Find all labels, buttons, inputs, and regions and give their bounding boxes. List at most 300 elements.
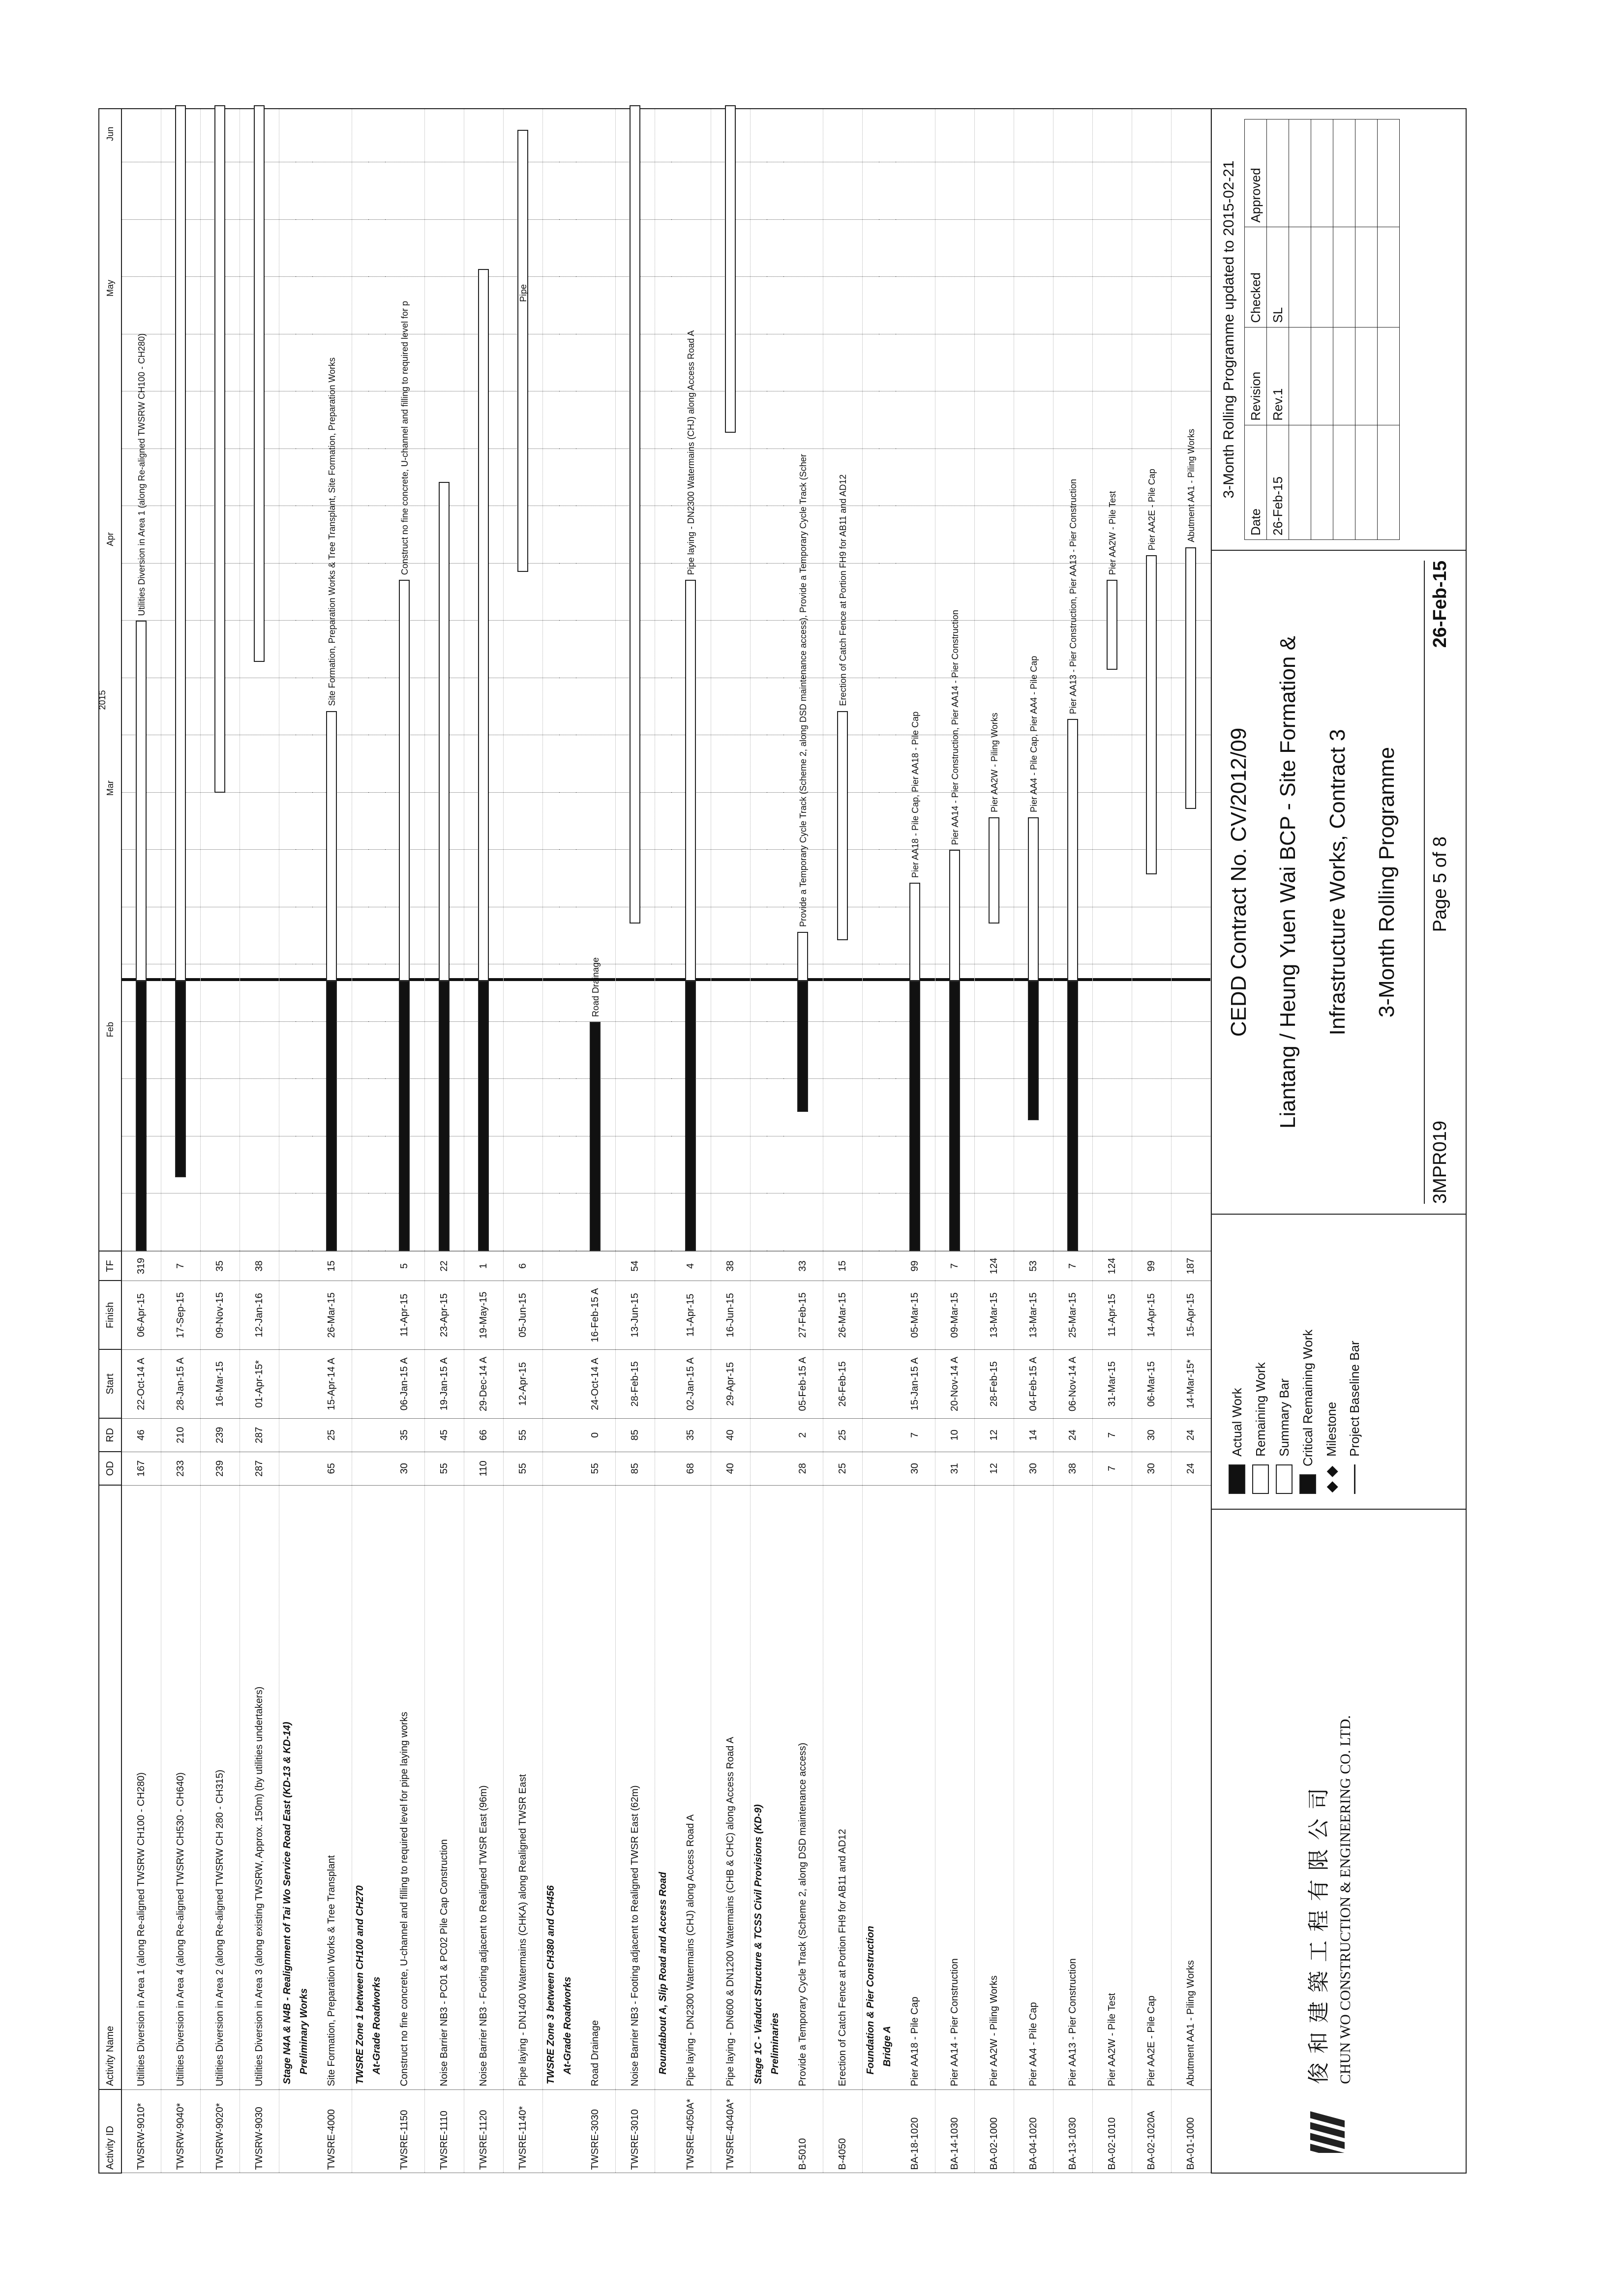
wbs-group-row[interactable]	[542, 109, 559, 2173]
cell-finish: 14-Apr-15	[1132, 1281, 1171, 1349]
gantt-cell	[879, 109, 896, 1251]
actual-work-bar[interactable]	[685, 981, 696, 1251]
cell-id: BA-13-1030	[1053, 2089, 1092, 2173]
wbs-group-row[interactable]	[767, 109, 783, 2173]
cell-rd: 2	[783, 1418, 823, 1452]
actual-work-bar[interactable]	[478, 981, 489, 1251]
remaining-work-bar[interactable]	[797, 932, 808, 981]
cell-od: 24	[1171, 1452, 1210, 1485]
cell-id: TWSRE-1110	[424, 2089, 464, 2173]
cell-od: 239	[200, 1452, 240, 1485]
page-number: Page 5 of 8	[1430, 836, 1450, 932]
activity-row[interactable]	[615, 109, 655, 2173]
data-date-line	[823, 978, 862, 981]
legend-summary: Summary Bar	[1276, 1229, 1293, 1494]
diamond-icon: ◆ ◆	[1323, 1465, 1340, 1493]
cell-id: TWSRE-4000	[312, 2089, 352, 2173]
gantt-cell	[200, 109, 240, 1251]
month-label-jun: Jun	[105, 126, 115, 141]
month-label-mar: Mar	[105, 780, 115, 796]
cell-od: 110	[464, 1452, 503, 1485]
cell-tf: 7	[161, 1251, 200, 1281]
cell-id: TWSRE-1120	[464, 2089, 503, 2173]
activity-row[interactable]	[711, 109, 750, 2173]
cell-tf: 124	[1092, 1251, 1132, 1281]
cell-start: 26-Feb-15	[823, 1349, 862, 1418]
cell-id: TWSRE-4040A*	[711, 2089, 750, 2173]
doc-ref: 3MPR019	[1430, 1121, 1450, 1204]
gantt-table	[98, 108, 1211, 2174]
gantt-cell	[767, 109, 783, 1251]
cell-rd: 55	[503, 1418, 542, 1452]
cell-od: 12	[974, 1452, 1014, 1485]
cell-name: TWSRE Zone 3 between CH380 and CH456	[542, 1485, 559, 2089]
cell-name: Foundation & Pier Construction	[862, 1485, 879, 2089]
activity-row[interactable]	[576, 109, 615, 2173]
cell-rd: 30	[1132, 1418, 1171, 1452]
cell-id: BA-18-1020	[896, 2089, 935, 2173]
bar-label: Road Drainage	[591, 957, 601, 1017]
col-finish: Finish	[99, 1281, 121, 1349]
cell-finish: 09-Nov-15	[200, 1281, 240, 1349]
gantt-cell	[1092, 109, 1132, 1251]
cell-name: Pier AA2W - Piling Works	[974, 1485, 1014, 2089]
cell-od: 233	[161, 1452, 200, 1485]
bar-label: Abutment AA1 - Piling Works	[1186, 428, 1196, 542]
cell-rd: 45	[424, 1418, 464, 1452]
cell-finish: 17-Sep-15	[161, 1281, 200, 1349]
remaining-work-bar[interactable]	[837, 711, 848, 940]
cell-id: BA-02-1020A	[1132, 2089, 1171, 2173]
cell-name: Preliminary Works	[296, 1485, 312, 2089]
cell-name: Pipe laying - DN1400 Watermains (CHKA) along Realigned TWSR East	[503, 1485, 542, 2089]
cell-finish: 23-Apr-15	[424, 1281, 464, 1349]
cell-tf: 187	[1171, 1251, 1210, 1281]
cell-id: TWSRE-4050A*	[671, 2089, 711, 2173]
month-label-may: May	[105, 279, 115, 297]
cell-od: 31	[935, 1452, 974, 1485]
gantt-cell	[671, 109, 711, 1251]
cell-od: 85	[615, 1452, 655, 1485]
data-date-line	[543, 978, 560, 981]
cell-finish: 13-Mar-15	[974, 1281, 1014, 1349]
data-date-line	[711, 978, 750, 981]
cell-tf: 54	[615, 1251, 655, 1281]
bar-label: Pier AA4 - Pile Cap, Pier AA4 - Pile Cap	[1028, 656, 1039, 812]
cell-finish: 19-May-15	[464, 1281, 503, 1349]
gantt-cell	[750, 109, 767, 1251]
activity-row[interactable]	[1014, 109, 1053, 2173]
bar-label: Utilities Diversion in Area 1 (along Re-aligned TWSRW CH100 - CH280)	[137, 333, 147, 616]
cell-rd: 0	[576, 1418, 615, 1452]
gantt-cell	[385, 109, 424, 1251]
cell-rd: 24	[1171, 1418, 1210, 1452]
revision-block	[1212, 109, 1466, 550]
cell-od: 55	[576, 1452, 615, 1485]
data-date-line	[1172, 978, 1210, 981]
cell-name: Provide a Temporary Cycle Track (Scheme 2, along DSD maintenance access)	[783, 1485, 823, 2089]
cell-od: 65	[312, 1452, 352, 1485]
cell-id: BA-14-1030	[935, 2089, 974, 2173]
cell-tf: 33	[783, 1251, 823, 1281]
gantt-cell	[783, 109, 823, 1251]
wbs-group-row[interactable]	[750, 109, 767, 2173]
gantt-cell	[352, 109, 368, 1251]
cell-name: Pipe laying - DN600 & DN1200 Watermains (CHB & CHC) along Access Road A	[711, 1485, 750, 2089]
cell-name: Pier AA18 - Pile Cap	[896, 1485, 935, 2089]
gantt-cell	[559, 109, 576, 1251]
activity-row[interactable]	[671, 109, 711, 2173]
wbs-group-row[interactable]	[559, 109, 576, 2173]
cell-name: Stage 1C - Viaduct Structure & TCSS Civil Provisions (KD-9)	[750, 1485, 767, 2089]
wbs-group-row[interactable]	[368, 109, 385, 2173]
cell-tf: 124	[974, 1251, 1014, 1281]
cell-name: Construct no fine concrete, U-channel and filling to required level for pipe laying works	[385, 1485, 424, 2089]
actual-work-bar[interactable]	[909, 981, 920, 1251]
cell-id: TWSRE-3010	[615, 2089, 655, 2173]
cell-name: Utilities Diversion in Area 4 (along Re-aligned TWSRW CH530 - CH640)	[161, 1485, 200, 2089]
legend-critical: Critical Remaining Work	[1299, 1229, 1316, 1494]
remaining-work-bar[interactable]	[439, 482, 450, 981]
activity-row[interactable]	[503, 109, 542, 2173]
activity-row[interactable]	[935, 109, 974, 2173]
gantt-cell	[711, 109, 750, 1251]
data-date-line	[655, 978, 672, 981]
cell-name: At-Grade Roadworks	[368, 1485, 385, 2089]
legend	[1212, 1214, 1466, 1509]
cell-rd: 35	[385, 1418, 424, 1452]
cell-tf: 38	[711, 1251, 750, 1281]
data-date-line	[879, 978, 896, 981]
data-date-line	[767, 978, 783, 981]
gantt-cell	[935, 109, 974, 1251]
bar-label: Pier AA2W - Pile Test	[1107, 491, 1117, 575]
cell-od: 25	[823, 1452, 862, 1485]
bar-label: Pipe laying - DN2300 Watermains (CHJ) along Access Road A	[686, 330, 696, 575]
remaining-work-bar[interactable]	[517, 130, 528, 572]
cell-tf: 4	[671, 1251, 711, 1281]
remaining-work-bar[interactable]	[1185, 547, 1196, 809]
actual-work-bar[interactable]	[439, 981, 450, 1251]
activity-row[interactable]	[200, 109, 240, 2173]
cell-rd: 239	[200, 1418, 240, 1452]
cell-tf: 6	[503, 1251, 542, 1281]
cell-start: 04-Feb-15 A	[1014, 1349, 1053, 1418]
cell-finish: 11-Apr-15	[671, 1281, 711, 1349]
cell-start: 28-Feb-15	[615, 1349, 655, 1418]
cell-tf	[576, 1251, 615, 1281]
wbs-group-row[interactable]	[352, 109, 368, 2173]
cell-od: 55	[503, 1452, 542, 1485]
cell-tf: 15	[823, 1251, 862, 1281]
cell-tf: 319	[121, 1251, 161, 1281]
contract-no: CEDD Contract No. CV/2012/09	[1227, 727, 1251, 1037]
cell-name: Utilities Diversion in Area 2 (along Re-aligned TWSRW CH 280 - CH315)	[200, 1485, 240, 2089]
cell-tf: 38	[240, 1251, 279, 1281]
cell-rd: 35	[671, 1418, 711, 1452]
cell-rd: 210	[161, 1418, 200, 1452]
wbs-group-row[interactable]	[655, 109, 671, 2173]
activity-row[interactable]	[823, 109, 862, 2173]
cell-od: 30	[896, 1452, 935, 1485]
gantt-cell	[576, 109, 615, 1251]
remaining-work-bar[interactable]	[1067, 719, 1078, 981]
cell-start: 12-Apr-15	[503, 1349, 542, 1418]
rev-col-date: Date	[1245, 425, 1267, 539]
cell-name: Pier AA4 - Pile Cap	[1014, 1485, 1053, 2089]
legend-remaining: Remaining Work	[1252, 1229, 1269, 1494]
actual-work-bar[interactable]	[949, 981, 960, 1251]
cell-tf: 7	[1053, 1251, 1092, 1281]
cell-name: Erection of Catch Fence at Portion FH9 for AB11 and AD12	[823, 1485, 862, 2089]
cell-id: TWSRE-1140*	[503, 2089, 542, 2173]
cell-id: BA-02-1010	[1092, 2089, 1132, 2173]
cell-name: Pier AA13 - Pier Construction	[1053, 1485, 1092, 2089]
col-activity-name: Activity Name	[99, 1485, 121, 2089]
activity-row[interactable]	[385, 109, 424, 2173]
remaining-work-bar[interactable]	[254, 105, 265, 662]
cell-start: 28-Jan-15 A	[161, 1349, 200, 1418]
cell-tf: 15	[312, 1251, 352, 1281]
project-title-line2: Infrastructure Works, Contract 3	[1325, 729, 1350, 1036]
bar-label: Pier AA13 - Pier Construction, Pier AA13 - Pier Construction	[1068, 478, 1078, 715]
programme-title: 3-Month Rolling Programme	[1374, 746, 1399, 1018]
activity-row[interactable]	[121, 109, 161, 2173]
cell-start: 06-Jan-15 A	[385, 1349, 424, 1418]
data-date-line	[559, 978, 576, 981]
cell-name: Bridge A	[879, 1485, 896, 2089]
data-date-line	[368, 978, 385, 981]
year-label: 2015	[97, 690, 107, 710]
cell-finish: 11-Apr-15	[385, 1281, 424, 1349]
cell-rd: 40	[711, 1418, 750, 1452]
data-date-line	[1093, 978, 1132, 981]
cell-name: Site Formation, Preparation Works & Tree Transplant	[312, 1485, 352, 2089]
cell-od: 167	[121, 1452, 161, 1485]
bar-label: Construct no fine concrete, U-channel and filling to required level for p	[400, 300, 410, 575]
cell-finish: 13-Mar-15	[1014, 1281, 1053, 1349]
cell-finish: 26-Mar-15	[312, 1281, 352, 1349]
remaining-work-bar[interactable]	[949, 850, 960, 981]
cell-finish: 09-Mar-15	[935, 1281, 974, 1349]
activity-row[interactable]	[1171, 109, 1210, 2173]
gantt-cell	[823, 109, 862, 1251]
activity-row[interactable]	[783, 109, 823, 2173]
cell-name: Abutment AA1 - Piling Works	[1171, 1485, 1210, 2089]
cell-rd: 25	[312, 1418, 352, 1452]
cell-id: TWSRE-1150	[385, 2089, 424, 2173]
cell-start: 06-Mar-15	[1132, 1349, 1171, 1418]
cell-tf: 99	[1132, 1251, 1171, 1281]
bar-label: Site Formation, Preparation Works & Tree Transplant, Site Formation, Preparation Works	[327, 357, 337, 706]
data-date-line	[863, 978, 879, 981]
gantt-cell	[161, 109, 200, 1251]
activity-row[interactable]	[161, 109, 200, 2173]
cell-start: 24-Oct-14 A	[576, 1349, 615, 1418]
actual-work-bar[interactable]	[590, 1022, 601, 1251]
cell-finish: 26-Mar-15	[823, 1281, 862, 1349]
activity-row[interactable]	[464, 109, 503, 2173]
actual-work-bar[interactable]	[136, 981, 147, 1251]
cell-name: Noise Barrier NB3 - Footing adjacent to Realigned TWSR East (96m)	[464, 1485, 503, 2089]
activity-row[interactable]	[974, 109, 1014, 2173]
cell-start: 06-Nov-14 A	[1053, 1349, 1092, 1418]
data-date-line	[1132, 978, 1171, 981]
cell-name: Pipe laying - DN2300 Watermains (CHJ) along Access Road A	[671, 1485, 711, 2089]
remaining-work-bar[interactable]	[326, 711, 337, 981]
cell-rd: 66	[464, 1418, 503, 1452]
remaining-work-bar[interactable]	[136, 621, 147, 981]
data-date-line	[352, 978, 369, 981]
gantt-cell	[464, 109, 503, 1251]
gantt-cell	[1171, 109, 1210, 1251]
cell-od: 7	[1092, 1452, 1132, 1485]
cell-name: Road Drainage	[576, 1485, 615, 2089]
wbs-group-row[interactable]	[296, 109, 312, 2173]
cell-id: BA-01-1000	[1171, 2089, 1210, 2173]
cell-id: BA-04-1020	[1014, 2089, 1053, 2173]
remaining-work-bar[interactable]	[630, 105, 640, 924]
data-date-line	[279, 978, 296, 981]
gantt-cell	[296, 109, 312, 1251]
actual-work-bar[interactable]	[326, 981, 337, 1251]
activity-row[interactable]	[1132, 109, 1171, 2173]
rev-col-revision: Revision	[1245, 327, 1267, 425]
remaining-work-bar[interactable]	[725, 105, 736, 433]
col-od: OD	[99, 1452, 121, 1485]
cell-rd: 25	[823, 1418, 862, 1452]
activity-row[interactable]	[240, 109, 279, 2173]
activity-row[interactable]	[1053, 109, 1092, 2173]
col-rd: RD	[99, 1418, 121, 1452]
remaining-work-bar[interactable]	[909, 883, 920, 981]
cell-start: 28-Feb-15	[974, 1349, 1014, 1418]
rev-col-approved: Approved	[1245, 119, 1267, 227]
remaining-work-bar[interactable]	[989, 817, 999, 924]
rev-col-checked: Checked	[1245, 227, 1267, 327]
cell-name: Roundabout A, Slip Road and Access Road	[655, 1485, 671, 2089]
bar-label: Pipe	[518, 284, 528, 302]
data-date-line	[201, 978, 240, 981]
legend-milestone: ◆ ◆ Milestone	[1323, 1229, 1340, 1494]
cell-start: 20-Nov-14 A	[935, 1349, 974, 1418]
company-logo	[1300, 2099, 1354, 2153]
cell-name: At-Grade Roadworks	[559, 1485, 576, 2089]
legend-actual: Actual Work	[1229, 1229, 1245, 1494]
title-block	[1211, 108, 1467, 2174]
activity-row[interactable]	[896, 109, 935, 2173]
cell-start: 15-Jan-15 A	[896, 1349, 935, 1418]
cell-od: 28	[783, 1452, 823, 1485]
gantt-cell	[279, 109, 296, 1251]
company-english-name: CHUN WO CONSTRUCTION & ENGINEERING CO. LTD.	[1337, 1715, 1353, 2084]
cell-id: TWSRW-9010*	[121, 2089, 161, 2173]
actual-work-bar[interactable]	[1028, 981, 1039, 1120]
remaining-work-bar[interactable]	[175, 105, 186, 981]
wbs-group-row[interactable]	[279, 109, 296, 2173]
data-date-line	[751, 978, 767, 981]
gantt-cell	[1053, 109, 1092, 1251]
remaining-work-bar[interactable]	[1028, 817, 1039, 981]
gantt-cell	[862, 109, 879, 1251]
revision-table	[1244, 119, 1400, 540]
cell-finish: 06-Apr-15	[121, 1281, 161, 1349]
cell-name: Pier AA2E - Pile Cap	[1132, 1485, 1171, 2089]
legend-baseline: Project Baseline Bar	[1347, 1229, 1362, 1494]
cell-finish: 27-Feb-15	[783, 1281, 823, 1349]
remaining-work-bar[interactable]	[214, 105, 225, 793]
cell-name: Preliminaries	[767, 1485, 783, 2089]
cell-od: 55	[424, 1452, 464, 1485]
activity-row[interactable]	[312, 109, 352, 2173]
project-block	[1212, 550, 1466, 1214]
cell-name: Noise Barrier NB3 - PC01 & PC02 Pile Cap Construction	[424, 1485, 464, 2089]
actual-work-bar[interactable]	[797, 981, 808, 1112]
cell-id: TWSRW-9040*	[161, 2089, 200, 2173]
cell-start: 29-Apr-15	[711, 1349, 750, 1418]
actual-work-bar[interactable]	[1067, 981, 1078, 1251]
activity-row[interactable]	[1092, 109, 1132, 2173]
cell-name: Pier AA2W - Pile Test	[1092, 1485, 1132, 2089]
bar-label: Pier AA2W - Piling Works	[989, 713, 999, 812]
data-date-line	[975, 978, 1014, 981]
activity-row[interactable]	[424, 109, 464, 2173]
cell-start: 02-Jan-15 A	[671, 1349, 711, 1418]
month-label-feb: Feb	[105, 1022, 115, 1038]
cell-start: 14-Mar-15*	[1171, 1349, 1210, 1418]
gantt-cell	[1132, 109, 1171, 1251]
gantt-cell	[424, 109, 464, 1251]
cell-start: 01-Apr-15*	[240, 1349, 279, 1418]
cell-od: 38	[1053, 1452, 1092, 1485]
gantt-cell	[615, 109, 655, 1251]
cell-start: 29-Dec-14 A	[464, 1349, 503, 1418]
cell-rd: 46	[121, 1418, 161, 1452]
remaining-work-bar[interactable]	[478, 269, 489, 981]
cell-id: TWSRW-9030	[240, 2089, 279, 2173]
cell-tf: 1	[464, 1251, 503, 1281]
gantt-cell	[655, 109, 671, 1251]
bar-label: Pier AA14 - Pier Construction, Pier AA14 - Pier Construction	[950, 610, 960, 845]
data-date-line	[504, 978, 542, 981]
remaining-work-bar[interactable]	[685, 580, 696, 981]
cell-name: Noise Barrier NB3 - Footing adjacent to Realigned TWSR East (62m)	[615, 1485, 655, 2089]
cell-start: 22-Oct-14 A	[121, 1349, 161, 1418]
cell-finish: 12-Jan-16	[240, 1281, 279, 1349]
col-activity-id: Activity ID	[99, 2089, 121, 2173]
wbs-group-row[interactable]	[879, 109, 896, 2173]
cell-od: 30	[385, 1452, 424, 1485]
remaining-work-bar[interactable]	[399, 580, 410, 981]
cell-name: Utilities Diversion in Area 1 (along Re-aligned TWSRW CH100 - CH280)	[121, 1485, 161, 2089]
cell-start: 31-Mar-15	[1092, 1349, 1132, 1418]
actual-work-bar[interactable]	[399, 981, 410, 1251]
remaining-work-bar[interactable]	[1146, 555, 1157, 874]
cell-start: 16-Mar-15	[200, 1349, 240, 1418]
gantt-cell	[240, 109, 279, 1251]
cell-finish: 13-Jun-15	[615, 1281, 655, 1349]
cell-rd: 14	[1014, 1418, 1053, 1452]
cell-tf: 99	[896, 1251, 935, 1281]
actual-work-bar[interactable]	[175, 981, 186, 1177]
cell-tf: 5	[385, 1251, 424, 1281]
cell-start: 15-Apr-14 A	[312, 1349, 352, 1418]
wbs-group-row[interactable]	[862, 109, 879, 2173]
data-date-line	[296, 978, 312, 981]
col-start: Start	[99, 1349, 121, 1418]
remaining-work-bar[interactable]	[1107, 580, 1117, 670]
gantt-cell	[896, 109, 935, 1251]
